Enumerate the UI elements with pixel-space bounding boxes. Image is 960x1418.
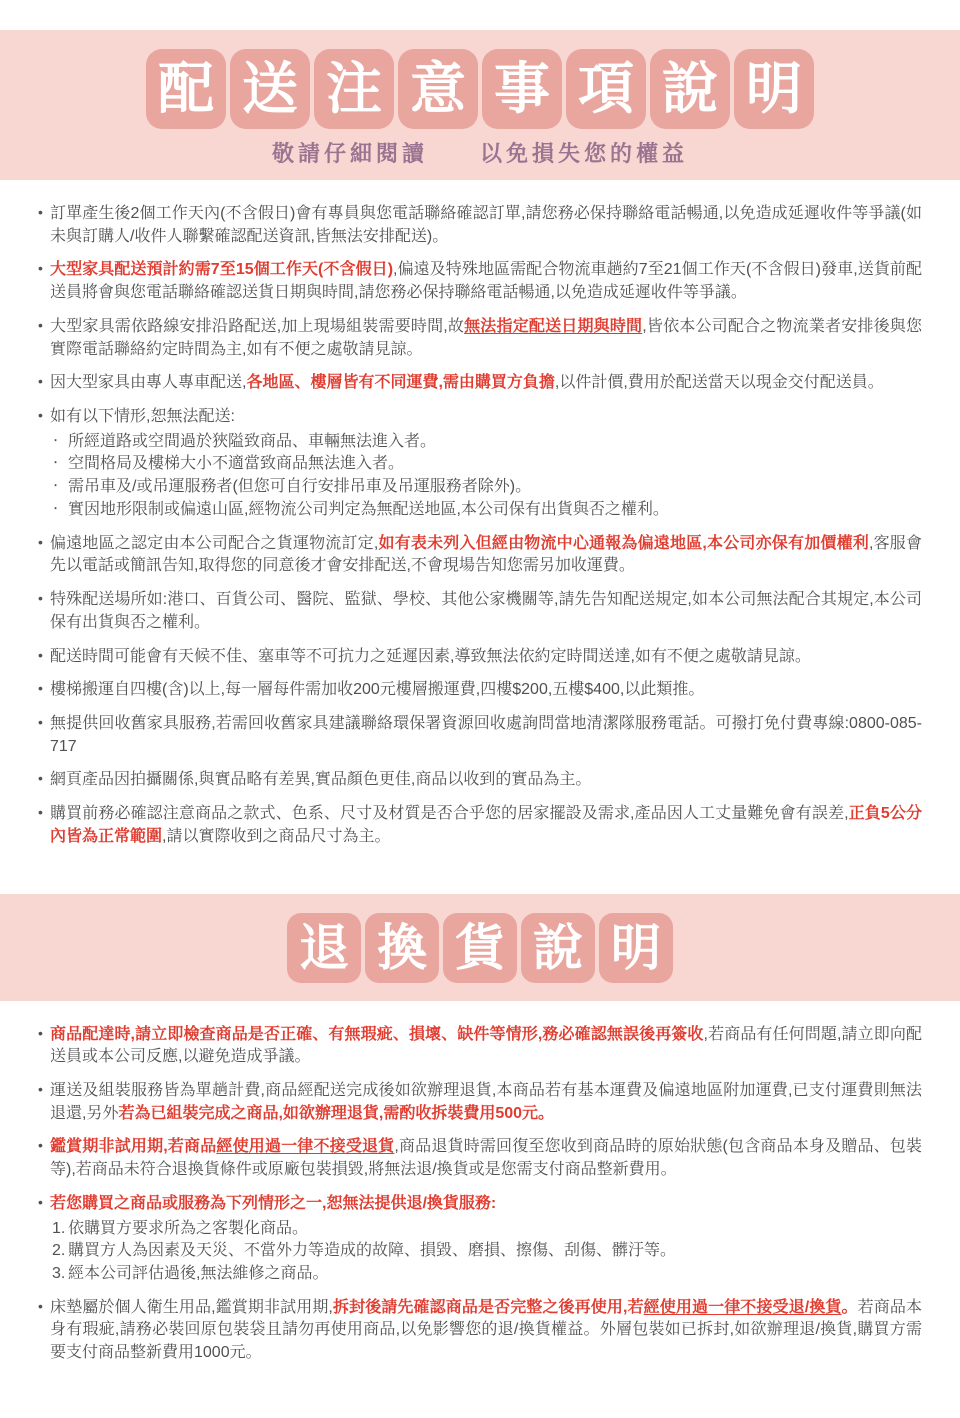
title-char: 說 bbox=[521, 913, 595, 983]
title-char: 貨 bbox=[443, 913, 517, 983]
sub-item: ‧ 需吊車及/或吊運服務者(但您可自行安排吊車及吊運服務者除外)。 bbox=[50, 476, 922, 499]
text-segment: 因大型家具由專人專車配送, bbox=[50, 374, 247, 392]
title-char: 項 bbox=[566, 49, 646, 129]
text-segment: 偏遠地區之認定由本公司配合之貨運物流訂定, bbox=[50, 534, 379, 552]
returns-notice-list bbox=[38, 1024, 922, 1365]
text-segment: 樓梯搬運自四樓(含)以上,每一層每件需加收200元樓層搬運費,四樓$200,五樓$400,以此類推。 bbox=[50, 681, 705, 699]
highlight-red: 若您購買之商品或服務為下列情形之一,恕無法提供退/換貨服務: bbox=[50, 1194, 497, 1212]
title-char: 明 bbox=[599, 913, 673, 983]
delivery-subtitle: 敬請仔細閱讀 以免損失您的權益 bbox=[271, 141, 688, 166]
delivery-notice-section bbox=[0, 180, 960, 878]
highlight-red: 經使用過一律不接受退貨 bbox=[216, 1138, 395, 1156]
highlight-red: 拆封後請先確認商品是否完整之後再使用,若 bbox=[332, 1298, 644, 1316]
text-segment: ,請以實際收到之商品尺寸為主。 bbox=[162, 827, 391, 845]
text-segment: ,偏遠及特殊地區需配合物流車趟約7至21個工作天(不含假日)發車,送貨前配送員將會與您電話聯絡確認送貨日期與時間,請您務必保持聯絡電話暢通,以免造成延遲收件等爭議。 bbox=[50, 261, 922, 302]
text-segment: 購買前務必確認注意商品之款式、色系、尺寸及材質是否合乎您的居家擺設及需求,產品因人工丈量難免會有誤差, bbox=[50, 805, 849, 823]
text-segment: 運送及組裝服務皆為單趟計費,商品經配送完成後如欲辦理退貨,本商品若有基本運費及偏遠地區附加運費,已支付運費則無法退還,另外 bbox=[50, 1081, 922, 1122]
highlight-red: 如有表未列入但經由物流中心通報為偏遠地區,本公司亦保有加價權利 bbox=[378, 534, 869, 552]
notice-item bbox=[38, 1297, 922, 1365]
policy-page bbox=[0, 30, 960, 1418]
sub-item: ‧ 所經道路或空間過於狹隘致商品、車輛無法進入者。 bbox=[50, 431, 922, 454]
highlight-red: 鑑賞期非試用期,若商品 bbox=[50, 1138, 217, 1156]
highlight-red: 若為已組裝完成之商品,如欲辦理退貨,需酌收拆裝費用500元。 bbox=[118, 1104, 555, 1122]
sub-list bbox=[50, 1218, 922, 1286]
notice-item bbox=[38, 406, 922, 522]
text-segment: 訂單產生後2個工作天內(不含假日)會有專員與您電話聯絡確認訂單,請您務必保持聯絡電話暢通,以免造成延遲收件等爭議(如未與訂購人/收件人聯繫確認配送資訊,皆無法安排配送)。 bbox=[50, 205, 922, 245]
highlight-red: 大型家具配送預計約需7至15個工作天(不含假日) bbox=[50, 261, 394, 279]
title-char: 送 bbox=[230, 49, 310, 129]
sub-item: 依購買方要求所為之客製化商品。 bbox=[68, 1219, 309, 1237]
highlight-red: 各地區、樓層皆有不同運費,需由購買方負擔 bbox=[246, 374, 555, 392]
text-segment: 網頁產品因拍攝關係,與實品略有差異,實品顏色更佳,商品以收到的實品為主。 bbox=[50, 771, 592, 789]
notice-item bbox=[38, 372, 922, 395]
sub-item: 經本公司評估過後,無法維修之商品。 bbox=[68, 1265, 329, 1282]
notice-item bbox=[38, 1136, 922, 1181]
delivery-title bbox=[0, 49, 960, 129]
notice-item bbox=[38, 803, 922, 848]
title-char: 注 bbox=[314, 49, 394, 129]
sub-item: 購買方人為因素及天災、不當外力等造成的故障、損毀、磨損、擦傷、刮傷、髒汙等。 bbox=[68, 1242, 677, 1260]
notice-item bbox=[38, 533, 922, 578]
text-segment: 如有以下情形,恕無法配送: bbox=[50, 408, 235, 426]
returns-header bbox=[0, 894, 960, 1001]
sub-item: ‧ 空間格局及樓梯大小不適當致商品無法進入者。 bbox=[50, 453, 922, 476]
notice-item bbox=[38, 203, 922, 248]
text-segment: 特殊配送場所如:港口、百貨公司、醫院、監獄、學校、其他公家機關等,請先告知配送規定,如本公司無法配合其規定,本公司保有出貨與否之權利。 bbox=[50, 591, 922, 631]
text-segment: 若商品本身有瑕疵,請務必裝回原包裝袋且請勿再使用商品,以免影響您的退/換貨權益。外層包裝如已拆封,如欲辦理退/換貨,購買方需要支付商品整新費用1000元。 bbox=[50, 1298, 922, 1362]
highlight-red: 商品配達時,請立即檢查商品是否正確、有無瑕疵、損壞、缺件等情形,務必確認無誤後再簽收 bbox=[50, 1025, 704, 1043]
title-char: 事 bbox=[482, 49, 562, 129]
returns-section bbox=[0, 1001, 960, 1418]
title-char: 說 bbox=[650, 49, 730, 129]
highlight-red: 無法指定配送日期與時間 bbox=[464, 317, 643, 335]
highlight-red: 正負5公分內皆為正常範圍 bbox=[50, 805, 922, 845]
sub-item: ‧ 實因地形限制或偏遠山區,經物流公司判定為無配送地區,本公司保有出貨與否之權利。 bbox=[50, 499, 922, 522]
notice-item bbox=[38, 259, 922, 304]
text-segment: ,皆依本公司配合之物流業者安排後與您實際電話聯絡約定時間為主,如有不便之處敬請見諒。 bbox=[50, 317, 922, 358]
title-char: 意 bbox=[398, 49, 478, 129]
notice-item bbox=[38, 769, 922, 792]
notice-item bbox=[38, 1080, 922, 1125]
notice-item bbox=[38, 1024, 922, 1069]
text-segment: ,若商品有任何問題,請立即向配送員或本公司反應,以避免造成爭議。 bbox=[50, 1025, 922, 1066]
delivery-notice-list bbox=[38, 203, 922, 849]
notice-item bbox=[38, 646, 922, 669]
notice-item bbox=[38, 1193, 922, 1286]
notice-item bbox=[38, 679, 922, 702]
text-segment: 配送時間可能會有天候不佳、塞車等不可抗力之延遲因素,導致無法依約定時間送達,如有不便之處敬請見諒。 bbox=[50, 647, 811, 665]
notice-item bbox=[38, 589, 922, 634]
notice-item bbox=[38, 316, 922, 361]
title-char: 明 bbox=[734, 49, 814, 129]
notice-item bbox=[38, 713, 922, 758]
text-segment: 無提供回收舊家具服務,若需回收舊家具建議聯絡環保署資源回收處詢問當地清潔隊服務電話。可撥打免付費專線:0800-085-717 bbox=[50, 714, 922, 755]
returns-title bbox=[0, 913, 960, 983]
title-char: 配 bbox=[146, 49, 226, 129]
text-segment: ,以件計價,費用於配送當天以現金交付配送員。 bbox=[554, 374, 884, 392]
highlight-red: 經使用過一律不接受退/換貨 bbox=[643, 1298, 842, 1316]
sub-list bbox=[50, 431, 922, 522]
text-segment: ,客服會先以電話或簡訊告知,取得您的同意後才會安排配送,不會現場告知您需另加收運費。 bbox=[50, 534, 922, 575]
title-char: 退 bbox=[287, 913, 361, 983]
text-segment: 床墊屬於個人衛生用品,鑑賞期非試用期, bbox=[50, 1298, 333, 1316]
highlight-red: 。 bbox=[841, 1298, 858, 1316]
text-segment: ,商品退貨時需回復至您收到商品時的原始狀態(包含商品本身及贈品、包裝等),若商品未符合退換貨條件或原廠包裝損毀,將無法退/換貨或是您需支付商品整新費用。 bbox=[50, 1138, 922, 1179]
text-segment: 大型家具需依路線安排沿路配送,加上現場組裝需要時間,故 bbox=[50, 317, 465, 335]
title-char: 換 bbox=[365, 913, 439, 983]
delivery-notice-header bbox=[0, 30, 960, 180]
